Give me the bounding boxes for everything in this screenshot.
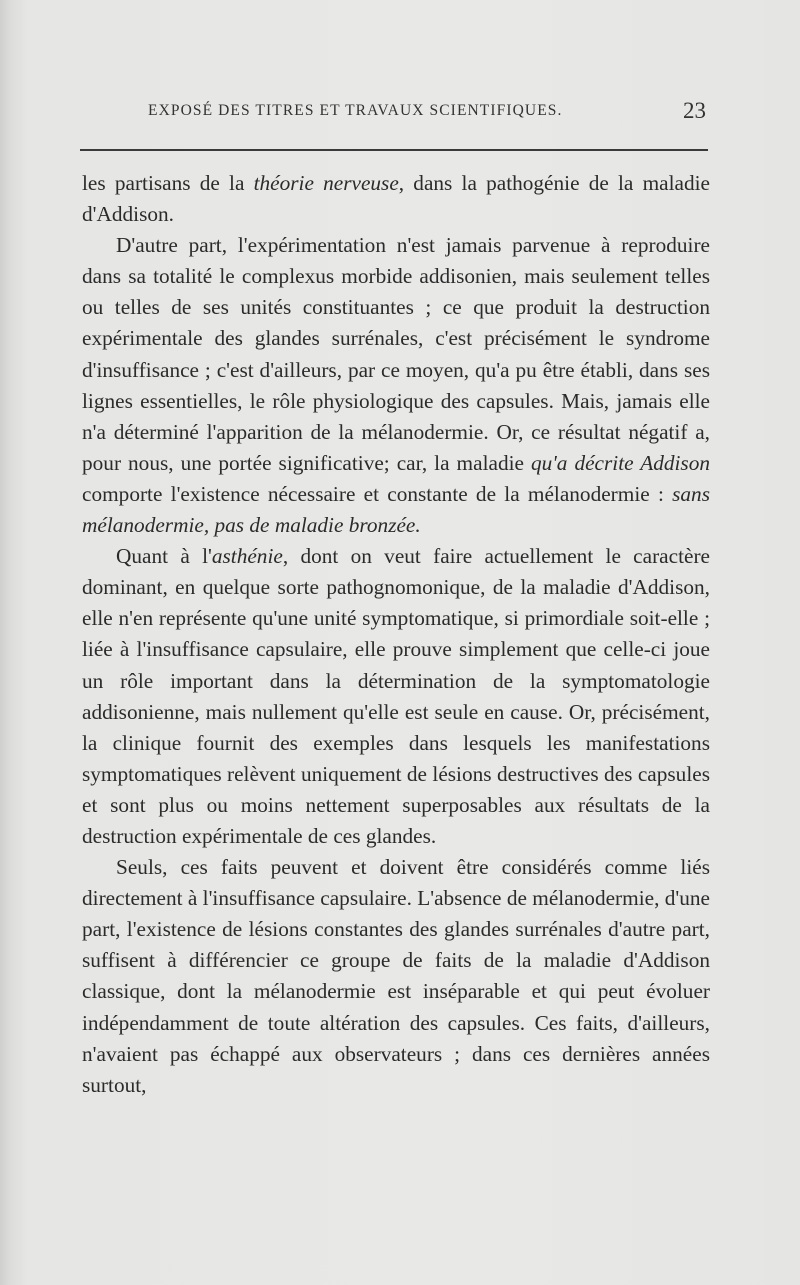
paragraph-2-text-a: D'autre part, l'expérimentation n'est jamais parvenue à reproduire dans sa totalité le complexus morbide addisonien, mais seulement telles ou telles de ses unités constituantes ; ce que produit la destruction expérimentale des glandes surrénales, c'est précisément le syndrome d'insuffisance ; c'est d'ailleurs, par ce moyen, qu'a pu être établi, dans ses lignes essentielles, le rôle physiologique des capsules. Mais, jamais elle n'a déterminé l'apparition de la mélanodermie. Or, ce résultat négatif a, pour nous, une portée significative; car, la maladie — [82, 233, 710, 475]
header-rule — [80, 149, 708, 151]
paragraph-2-italic-b: sans mélanodermie, pas de maladie bronzée. — [82, 481, 710, 538]
paragraph-1-italic: théorie nerveuse — [253, 171, 399, 195]
paragraph-1-text-b: , dans la pathogénie de la maladie d'Addison. — [82, 171, 710, 227]
paragraph-3-italic: asthénie — [211, 544, 283, 569]
paragraph-1-text-a: les partisans de la — [82, 171, 254, 195]
page-number: 23 — [683, 98, 706, 123]
paragraph-2 — [82, 230, 710, 541]
running-header — [148, 98, 708, 123]
paragraph-4 — [82, 852, 710, 1101]
paragraph-3-text-a: Quant à l' — [116, 544, 212, 569]
paragraph-2-italic-a: qu'a décrite Addison — [530, 450, 710, 475]
paragraph-3 — [82, 541, 710, 852]
paragraph-4-text: Seuls, ces faits peuvent et doivent être considérés comme liés directement à l'insuffisance capsulaire. L'absence de mélanodermie, d'une part, l'existence de lésions constantes des glandes surrénales d'autre part, suffisent à différencier ce groupe de faits de la maladie d'Addison classique, dont la mélanodermie est inséparable et qui peut évoluer indépendamment de toute altération des capsules. Ces faits, d'ailleurs, n'avaient pas échappé aux observateurs ; dans ces dernières années surtout, — [82, 855, 710, 1097]
running-title: EXPOSÉ DES TITRES ET TRAVAUX SCIENTIFIQUES. — [148, 102, 563, 119]
body-text — [82, 168, 710, 1101]
paragraph-2-text-b: comporte l'existence nécessaire et constante de la mélanodermie : — [82, 481, 673, 506]
paragraph-1 — [82, 168, 710, 230]
paragraph-3-text-b: , dont on veut faire actuellement le caractère dominant, en quelque sorte pathognomonique, de la maladie d'Addison, elle n'en représente qu'une unité symptomatique, si primordiale soit-elle ; liée à l'insuffisance capsulaire, elle prouve simplement que celle-ci joue un rôle important dans la détermination de la symptomatologie addisonienne, mais nullement qu'elle est seule en cause. Or, précisément, la clinique fournit des exemples dans lesquels les manifestations symptomatiques relèvent uniquement de lésions destructives des capsules et sont plus ou moins nettement superposables aux résultats de la destruction expérimentale de ces glandes. — [82, 544, 711, 848]
